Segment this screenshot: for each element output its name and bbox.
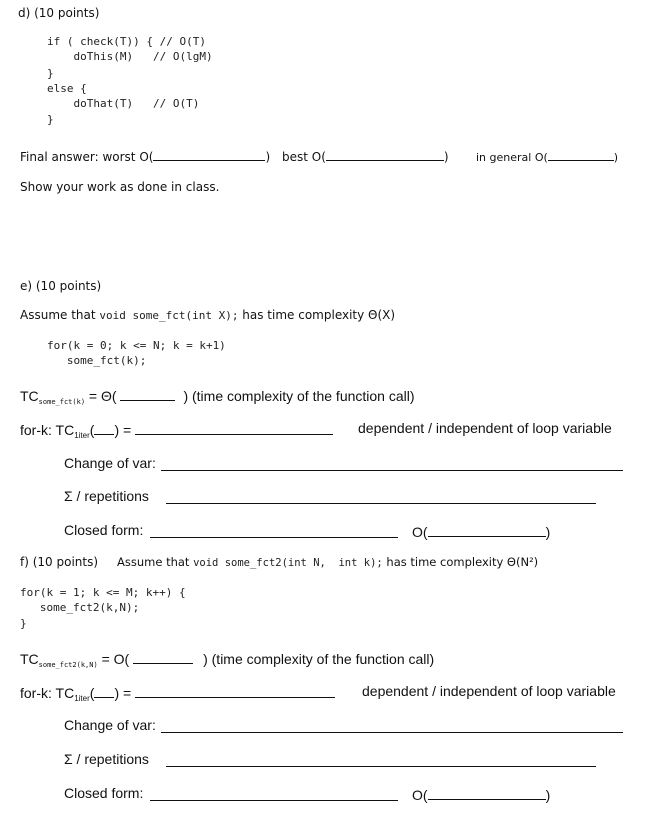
closed-form-label: Closed form: [64, 522, 144, 538]
for-k-open: ( [89, 422, 95, 438]
code-line: for(k = 1; k <= M; k++) { [20, 586, 186, 599]
for-k-row [20, 683, 335, 703]
code-line: else { [47, 82, 87, 95]
best-label: best O( [282, 150, 326, 164]
tc-label: TC [20, 651, 39, 667]
worst-answer-blank[interactable] [153, 148, 265, 161]
iter-var-blank[interactable] [94, 420, 114, 435]
for-k-row [20, 420, 333, 440]
assume-prefix: Assume that [117, 555, 194, 569]
general-label: in general O( [476, 151, 548, 164]
best-row [282, 148, 449, 164]
assume-code: void some_fct2(int N, int k); [193, 557, 383, 569]
tc-answer-blank[interactable] [120, 386, 175, 401]
assume-code: void some_fct(int X); [99, 309, 239, 322]
o-open: O( [412, 787, 428, 803]
big-o-blank[interactable] [428, 522, 546, 537]
part-e-assumption [20, 308, 395, 322]
code-line: doThat(T) // O(T) [47, 97, 200, 110]
part-e-heading: e) (10 points) [20, 279, 102, 293]
tc-subscript: some_fct(k) [38, 398, 86, 406]
for-k-close: ) = [114, 422, 136, 438]
tc-big-o: = O( [97, 651, 134, 667]
tc-note: ) (time complexity of the function call) [203, 651, 435, 667]
dependent-independent-text: dependent / independent of loop variable [358, 420, 612, 436]
assume-suffix: has time complexity Θ(N²) [382, 555, 539, 569]
tc-note: ) (time complexity of the function call) [183, 388, 415, 404]
closed-form-label: Closed form: [64, 785, 144, 801]
for-k-label: for-k: TC [20, 685, 75, 701]
sum-repetitions-label: Σ / repetitions [64, 488, 149, 504]
sum-repetitions-label: Σ / repetitions [64, 751, 149, 767]
change-of-var-line[interactable] [161, 732, 623, 733]
closed-form-line[interactable] [150, 800, 398, 801]
part-f-assumption [117, 555, 538, 569]
closed-form-line[interactable] [150, 537, 398, 538]
final-answer-row [20, 148, 270, 164]
code-line: } [47, 67, 54, 80]
code-line: if ( check(T)) { // O(T) [47, 35, 206, 48]
code-line: } [20, 617, 27, 630]
sum-repetitions-line[interactable] [166, 766, 596, 767]
paren-close: ) [265, 150, 271, 164]
general-answer-blank[interactable] [548, 148, 614, 161]
code-line: for(k = 0; k <= N; k = k+1) [47, 339, 226, 352]
code-line: } [47, 113, 54, 126]
assume-prefix: Assume that [20, 308, 100, 322]
code-line: some_fct(k); [47, 354, 147, 367]
part-d-heading: d) (10 points) [18, 6, 100, 20]
o-close: ) [545, 787, 551, 803]
o-open: O( [412, 524, 428, 540]
assume-suffix: has time complexity Θ(X) [238, 308, 396, 322]
big-o-blank[interactable] [428, 785, 546, 800]
show-work-instruction: Show your work as done in class. [20, 180, 220, 194]
for-k-open: ( [89, 685, 95, 701]
code-line: some_fct2(k,N); [20, 601, 140, 614]
tc-theta: = Θ( [85, 388, 121, 404]
change-of-var-label: Change of var: [64, 717, 156, 733]
tc-subscript: some_fct2(k,N) [38, 661, 98, 669]
sum-repetitions-line[interactable] [166, 503, 596, 504]
iter-cost-blank[interactable] [135, 683, 335, 698]
change-of-var-label: Change of var: [64, 455, 156, 471]
final-answer-label: Final answer: worst O( [20, 150, 154, 164]
best-answer-blank[interactable] [326, 148, 444, 161]
iter-var-blank[interactable] [94, 683, 114, 698]
tc-answer-blank[interactable] [133, 649, 193, 664]
dependent-independent-text: dependent / independent of loop variable [362, 683, 616, 699]
iter-cost-blank[interactable] [135, 420, 333, 435]
o-close: ) [545, 524, 551, 540]
tc-function-call-row [20, 649, 434, 669]
for-k-label: for-k: TC [20, 422, 75, 438]
tc-label: TC [20, 388, 39, 404]
change-of-var-line[interactable] [161, 470, 623, 471]
part-f-heading: f) (10 points) [20, 555, 99, 569]
paren-close: ) [443, 150, 449, 164]
general-row [476, 148, 618, 164]
for-k-subscript: 1iter [74, 694, 90, 703]
big-o-row [412, 522, 550, 540]
big-o-row [412, 785, 550, 803]
for-k-close: ) = [114, 685, 136, 701]
paren-close: ) [613, 151, 619, 164]
code-line: doThis(M) // O(lgM) [47, 50, 213, 63]
tc-function-call-row [20, 386, 415, 406]
for-k-subscript: 1iter [74, 431, 90, 440]
